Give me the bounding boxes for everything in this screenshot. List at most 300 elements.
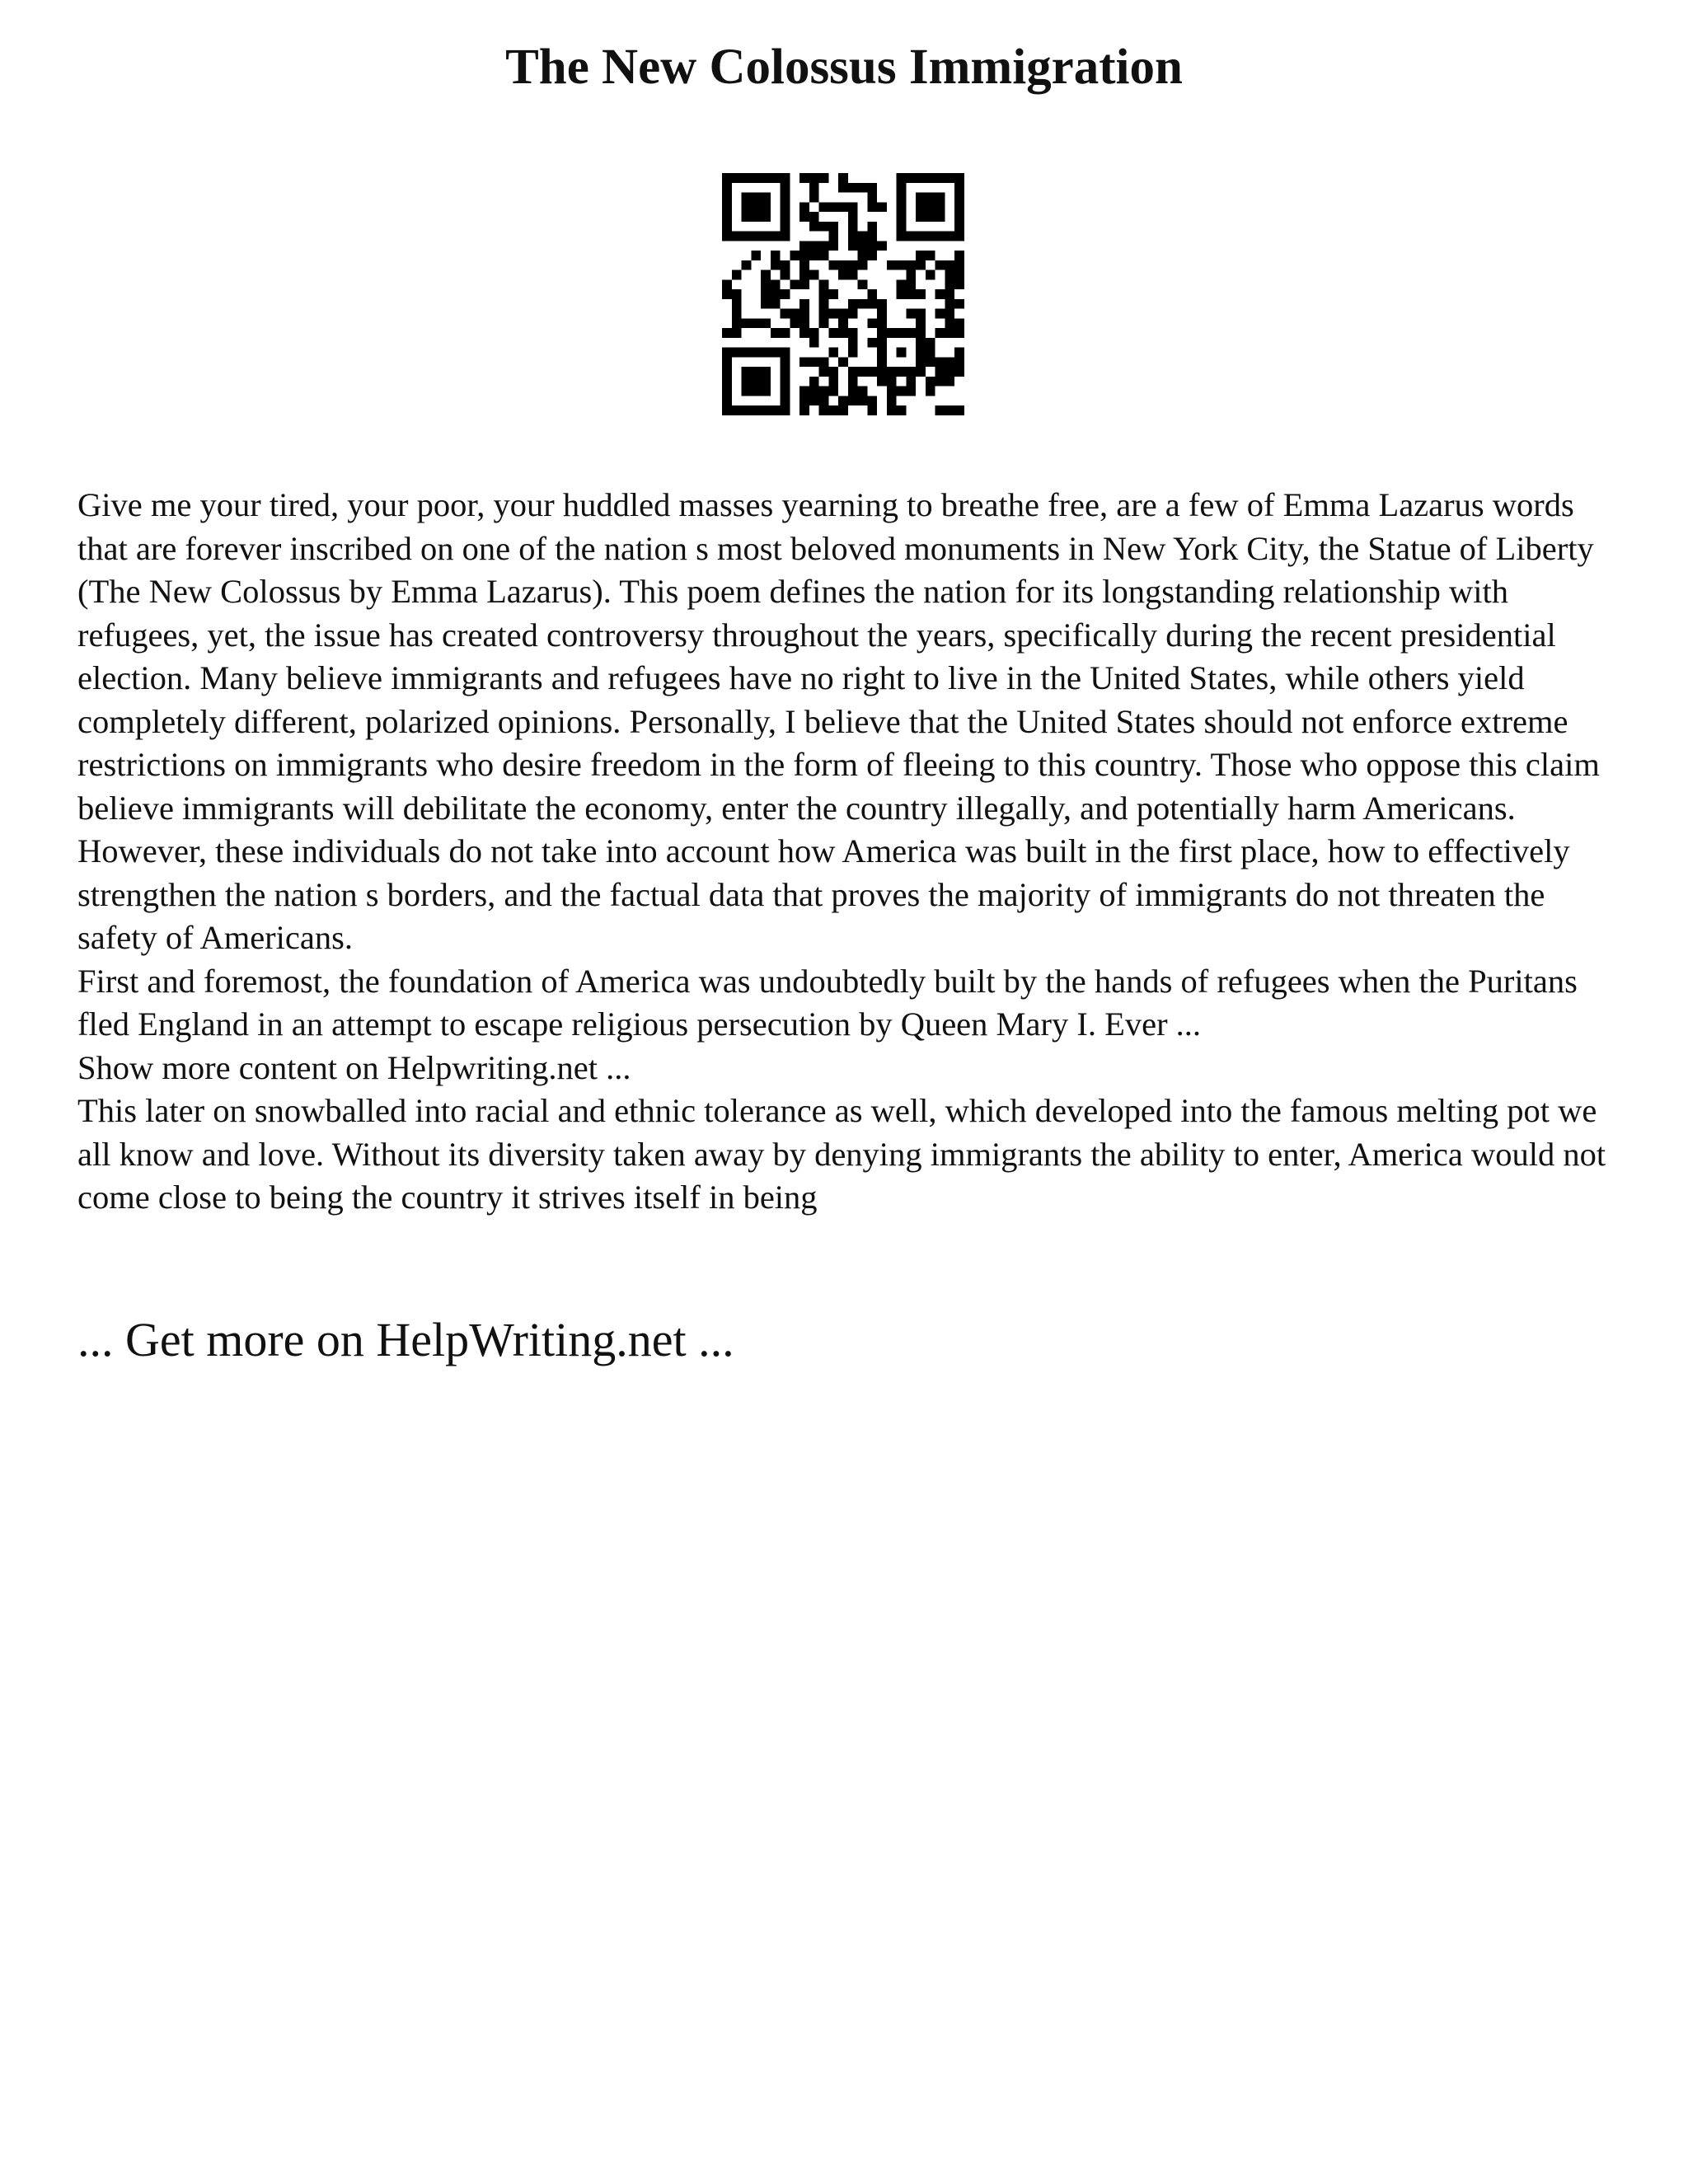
qr-module: [761, 318, 771, 328]
qr-module: [935, 173, 945, 183]
qr-module: [906, 309, 916, 319]
qr-module: [828, 387, 838, 396]
qr-module: [877, 357, 887, 367]
qr-module: [916, 260, 926, 270]
paragraph-foundation: First and foremost, the foundation of America was undoubtedly built by the hands of refugees when the Puritans fled England in an attempt to escape religious persecution by Queen Mary I. Ever ...: [77, 962, 1578, 1043]
qr-module: [935, 289, 945, 299]
qr-module: [848, 348, 858, 358]
qr-module: [809, 173, 819, 183]
qr-module: [722, 357, 732, 367]
qr-module: [926, 387, 935, 396]
qr-module: [781, 193, 790, 203]
qr-module: [790, 279, 799, 289]
qr-module: [877, 338, 887, 348]
qr-module: [954, 251, 964, 260]
qr-module: [790, 318, 799, 328]
document-body: [77, 484, 1627, 1220]
document-title: The New Colossus Immigration: [505, 40, 1183, 95]
qr-module: [887, 328, 897, 338]
qr-module: [858, 232, 868, 241]
qr-module: [916, 202, 926, 212]
qr-module: [799, 357, 809, 367]
qr-module: [742, 202, 752, 212]
qr-module: [916, 251, 926, 260]
qr-module: [867, 367, 877, 377]
qr-module: [732, 232, 742, 241]
qr-module: [906, 270, 916, 280]
qr-module: [722, 279, 732, 289]
qr-module: [799, 241, 809, 251]
qr-module: [799, 251, 809, 260]
qr-module: [761, 348, 771, 358]
qr-module: [858, 260, 868, 270]
qr-module: [761, 387, 771, 396]
qr-module: [838, 318, 848, 328]
qr-module: [945, 357, 954, 367]
qr-module: [809, 193, 819, 203]
qr-module: [771, 328, 781, 338]
qr-module: [945, 260, 954, 270]
qr-module: [751, 387, 761, 396]
qr-module: [945, 318, 954, 328]
qr-module: [722, 173, 732, 183]
qr-module: [838, 202, 848, 212]
qr-module: [954, 222, 964, 232]
qr-module: [926, 338, 935, 348]
qr-module: [906, 377, 916, 387]
qr-module: [887, 396, 897, 405]
qr-module: [790, 309, 799, 319]
qr-module: [867, 222, 877, 232]
qr-module: [916, 348, 926, 358]
qr-module: [848, 260, 858, 270]
qr-module: [799, 328, 809, 338]
qr-module: [781, 222, 790, 232]
qr-module: [809, 387, 819, 396]
qr-module: [732, 289, 742, 299]
qr-module: [761, 299, 771, 309]
qr-module: [954, 405, 964, 415]
qr-module: [954, 299, 964, 309]
qr-module: [781, 377, 790, 387]
qr-module: [828, 260, 838, 270]
qr-module: [858, 396, 868, 405]
qr-module: [848, 328, 858, 338]
qr-module: [781, 367, 790, 377]
qr-module: [819, 251, 829, 260]
qr-module: [935, 328, 945, 338]
qr-module: [858, 387, 868, 396]
qr-module: [916, 309, 926, 319]
qr-module: [732, 173, 742, 183]
qr-module: [877, 377, 887, 387]
qr-module: [897, 328, 907, 338]
qr-module: [781, 183, 790, 193]
qr-module: [751, 348, 761, 358]
qr-module: [848, 396, 858, 405]
qr-module: [877, 367, 887, 377]
qr-module: [954, 328, 964, 338]
qr-module: [761, 405, 771, 415]
qr-module: [897, 202, 907, 212]
qr-module: [926, 202, 935, 212]
qr-module: [790, 251, 799, 260]
qr-module: [761, 367, 771, 377]
qr-module: [935, 309, 945, 319]
qr-module: [848, 222, 858, 232]
qr-module: [771, 251, 781, 260]
qr-module: [799, 396, 809, 405]
qr-module: [771, 348, 781, 358]
qr-module: [742, 367, 752, 377]
qr-module: [887, 405, 897, 415]
qr-module: [722, 289, 732, 299]
qr-module: [809, 357, 819, 367]
qr-module: [916, 318, 926, 328]
qr-module: [954, 193, 964, 203]
qr-module: [954, 260, 964, 270]
qr-module: [781, 405, 790, 415]
qr-module: [926, 357, 935, 367]
qr-module: [771, 260, 781, 270]
qr-module: [722, 328, 732, 338]
qr-module: [954, 318, 964, 328]
qr-module: [722, 377, 732, 387]
qr-module: [867, 289, 877, 299]
qr-module: [945, 405, 954, 415]
qr-module: [828, 377, 838, 387]
qr-module: [906, 279, 916, 289]
qr-module: [906, 289, 916, 299]
qr-module: [751, 251, 761, 260]
qr-module: [954, 270, 964, 280]
qr-module: [906, 367, 916, 377]
get-more-link[interactable]: ... Get more on HelpWriting.net ...: [77, 1313, 734, 1366]
qr-module: [722, 193, 732, 203]
qr-module: [819, 279, 829, 289]
qr-module: [761, 279, 771, 289]
qr-module: [867, 318, 877, 328]
qr-module: [742, 212, 752, 222]
qr-module: [935, 367, 945, 377]
qr-module: [828, 348, 838, 358]
qr-module: [809, 183, 819, 193]
qr-module: [916, 367, 926, 377]
qr-module: [858, 183, 868, 193]
qr-module: [828, 241, 838, 251]
qr-module: [722, 202, 732, 212]
qr-module: [781, 357, 790, 367]
qr-module: [897, 367, 907, 377]
qr-module: [799, 202, 809, 212]
qr-module: [809, 396, 819, 405]
qr-module: [945, 232, 954, 241]
qr-module: [828, 232, 838, 241]
qr-module: [897, 232, 907, 241]
qr-module: [722, 367, 732, 377]
qr-module: [781, 387, 790, 396]
qr-module: [916, 289, 926, 299]
qr-module: [945, 299, 954, 309]
paragraph-intro: Give me your tired, your poor, your huddled masses yearning to breathe free, are a few of Emma Lazarus words that are forever inscribed on one of the nation s most beloved monuments in New York City, the Statue of Liberty (The New Colossus by Emma Lazarus). This poem defines the nation for its longstanding relationship with refugees, yet, the issue has created controversy throughout the years, specifically during the recent presidential election. Many believe immigrants and refugees have no right to live in the United States, while others yield completely different, polarized opinions. Personally, I believe that the United States should not enforce extreme restrictions on immigrants who desire freedom in the form of fleeing to this country. Those who oppose this claim believe immigrants will debilitate the economy, enter the country illegally, and potentially harm Americans. However, these individuals do not take into account how America was built in the first place, how to effectively strengthen the nation s borders, and the factual data that proves the majority of immigrants do not threaten the safety of Americans.: [77, 486, 1600, 956]
qr-module: [858, 251, 868, 260]
qr-module: [751, 377, 761, 387]
qr-module: [799, 405, 809, 415]
qr-module: [771, 173, 781, 183]
qr-module: [722, 183, 732, 193]
qr-module: [742, 193, 752, 203]
qr-module: [954, 202, 964, 212]
qr-module: [897, 279, 907, 289]
qr-module: [722, 396, 732, 405]
qr-module: [781, 202, 790, 212]
qr-module: [742, 260, 752, 270]
qr-module: [867, 193, 877, 203]
qr-module: [809, 270, 819, 280]
qr-module: [848, 232, 858, 241]
qr-module: [771, 232, 781, 241]
qr-module: [848, 338, 858, 348]
qr-module: [781, 348, 790, 358]
qr-module: [781, 173, 790, 183]
qr-module: [848, 241, 858, 251]
qr-module: [838, 309, 848, 319]
qr-module: [916, 193, 926, 203]
qr-module: [761, 212, 771, 222]
qr-module: [945, 289, 954, 299]
qr-module: [799, 279, 809, 289]
qr-module: [819, 299, 829, 309]
qr-module: [867, 338, 877, 348]
qr-module: [906, 387, 916, 396]
qr-module: [935, 202, 945, 212]
qr-module: [897, 183, 907, 193]
qr-module: [887, 367, 897, 377]
qr-module: [722, 348, 732, 358]
qr-module: [828, 289, 838, 299]
qr-module: [945, 173, 954, 183]
qr-module: [722, 387, 732, 396]
qr-module: [926, 212, 935, 222]
qr-module: [828, 328, 838, 338]
qr-module: [926, 251, 935, 260]
qr-module: [819, 309, 829, 319]
qr-module: [838, 260, 848, 270]
qr-module: [828, 309, 838, 319]
qr-module: [848, 212, 858, 222]
qr-module: [799, 270, 809, 280]
qr-module: [809, 212, 819, 222]
qr-module: [771, 279, 781, 289]
qr-module: [906, 173, 916, 183]
qr-module: [887, 387, 897, 396]
qr-module: [732, 328, 742, 338]
qr-module: [858, 299, 868, 309]
qr-module: [828, 222, 838, 232]
qr-module: [819, 357, 829, 367]
qr-module: [935, 405, 945, 415]
qr-module: [877, 299, 887, 309]
qr-module: [809, 251, 819, 260]
qr-module: [954, 348, 964, 358]
qr-module: [819, 222, 829, 232]
qr-module: [867, 405, 877, 415]
qr-module: [771, 405, 781, 415]
qr-module: [819, 387, 829, 396]
qr-module: [838, 328, 848, 338]
qr-module: [732, 348, 742, 358]
qr-module: [877, 318, 887, 328]
qr-module: [809, 338, 819, 348]
qr-module: [761, 232, 771, 241]
qr-module: [887, 260, 897, 270]
qr-module: [761, 202, 771, 212]
qr-module: [781, 270, 790, 280]
qr-module: [781, 328, 790, 338]
qr-module: [838, 396, 848, 405]
qr-module: [954, 173, 964, 183]
qr-module: [945, 367, 954, 377]
qr-module: [877, 328, 887, 338]
qr-module: [858, 241, 868, 251]
qr-module: [916, 232, 926, 241]
qr-module: [897, 348, 907, 358]
qr-module: [799, 260, 809, 270]
qr-module: [954, 357, 964, 367]
qr-module: [945, 279, 954, 289]
qr-module: [935, 212, 945, 222]
qr-module: [838, 405, 848, 415]
qr-module: [867, 251, 877, 260]
qr-module: [954, 367, 964, 377]
qr-module: [838, 357, 848, 367]
qr-module: [751, 318, 761, 328]
qr-module: [742, 405, 752, 415]
qr-module: [897, 260, 907, 270]
qr-module: [781, 289, 790, 299]
qr-module: [887, 377, 897, 387]
qr-module: [732, 405, 742, 415]
qr-module: [819, 241, 829, 251]
qr-module: [897, 193, 907, 203]
qr-module: [945, 377, 954, 387]
qr-module: [761, 377, 771, 387]
qr-module: [809, 377, 819, 387]
qr-module: [848, 202, 858, 212]
qr-module: [742, 318, 752, 328]
qr-module: [916, 212, 926, 222]
qr-module: [722, 222, 732, 232]
qr-module: [945, 328, 954, 338]
qr-module: [838, 173, 848, 183]
qr-module: [926, 377, 935, 387]
qr-module: [819, 405, 829, 415]
qr-module: [751, 232, 761, 241]
qr-module: [897, 173, 907, 183]
qr-module: [819, 318, 829, 328]
qr-code-icon: [722, 173, 964, 415]
qr-module: [799, 173, 809, 183]
qr-module: [722, 405, 732, 415]
qr-module: [781, 309, 790, 319]
qr-module: [867, 241, 877, 251]
qr-module: [781, 212, 790, 222]
qr-module: [945, 309, 954, 319]
qr-module: [916, 338, 926, 348]
paragraph-tolerance: This later on snowballed into racial and ethnic tolerance as well, which developed into the famous melting pot we all know and love. Without its diversity taken away by denying immigrants the ability to enter, America would not come close to being the country it strives itself in being: [77, 1092, 1606, 1216]
qr-module: [877, 241, 887, 251]
qr-module: [916, 328, 926, 338]
qr-module: [848, 299, 858, 309]
show-more-link[interactable]: Show more content on Helpwriting.net ...: [77, 1048, 631, 1086]
qr-module: [809, 222, 819, 232]
qr-module: [781, 396, 790, 405]
qr-module: [828, 367, 838, 377]
qr-module: [926, 270, 935, 280]
qr-module: [819, 396, 829, 405]
qr-module: [897, 222, 907, 232]
qr-module: [751, 405, 761, 415]
qr-module: [838, 183, 848, 193]
qr-module: [732, 309, 742, 319]
qr-module: [799, 318, 809, 328]
qr-module: [819, 367, 829, 377]
qr-module: [954, 279, 964, 289]
qr-module: [751, 367, 761, 377]
qr-module: [781, 232, 790, 241]
qr-module: [897, 212, 907, 222]
qr-module: [897, 405, 907, 415]
qr-module: [926, 173, 935, 183]
qr-module: [926, 348, 935, 358]
qr-module: [935, 260, 945, 270]
qr-module: [771, 299, 781, 309]
qr-module: [935, 357, 945, 367]
qr-module: [751, 202, 761, 212]
qr-module: [809, 328, 819, 338]
qr-module: [742, 377, 752, 387]
qr-module: [877, 202, 887, 212]
qr-module: [742, 173, 752, 183]
qr-module: [742, 232, 752, 241]
qr-module: [867, 299, 877, 309]
qr-module: [858, 367, 868, 377]
qr-module: [906, 232, 916, 241]
qr-module: [916, 173, 926, 183]
qr-module: [926, 232, 935, 241]
qr-module: [732, 270, 742, 280]
qr-module: [897, 387, 907, 396]
qr-module: [781, 260, 790, 270]
qr-module: [935, 232, 945, 241]
qr-module: [867, 396, 877, 405]
qr-module: [819, 289, 829, 299]
qr-module: [799, 309, 809, 319]
qr-module: [897, 289, 907, 299]
qr-module: [819, 173, 829, 183]
qr-module: [828, 202, 838, 212]
qr-module: [916, 357, 926, 367]
qr-module: [838, 270, 848, 280]
qr-module: [799, 212, 809, 222]
qr-module: [945, 270, 954, 280]
qr-module: [722, 212, 732, 222]
qr-module: [742, 387, 752, 396]
qr-module: [809, 241, 819, 251]
qr-module: [761, 193, 771, 203]
qr-module: [799, 299, 809, 309]
qr-module: [751, 193, 761, 203]
